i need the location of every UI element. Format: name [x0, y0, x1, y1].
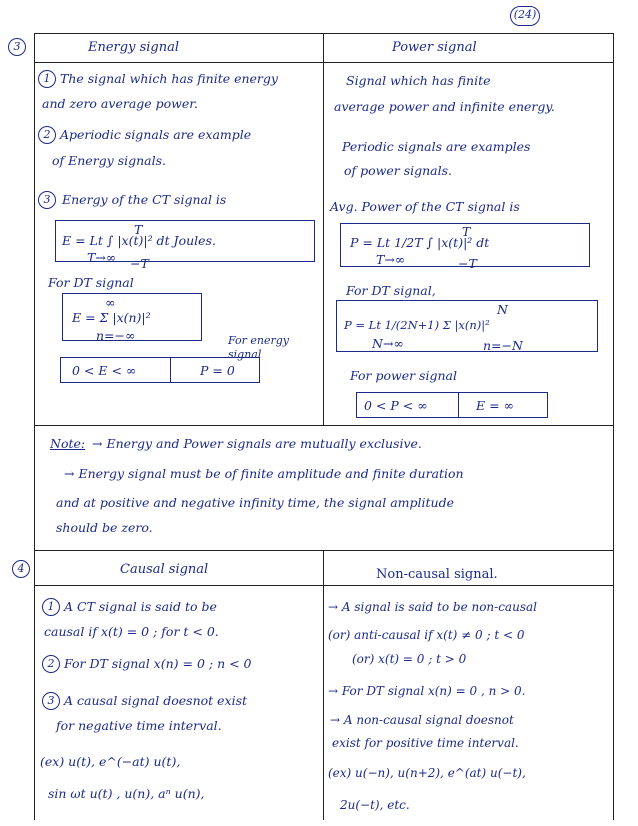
noncausal-line6: exist for positive time interval. [332, 736, 519, 750]
noncausal-line3: (or) x(t) = 0 ; t > 0 [352, 652, 467, 666]
power-condition-e: E = ∞ [476, 398, 514, 413]
power-ct-upper: T [462, 224, 471, 239]
power-ct-intro: Avg. Power of the CT signal is [330, 199, 520, 214]
power-ct-limit: T→∞ [376, 252, 406, 267]
noncausal-line4: → For DT signal x(n) = 0 , n > 0. [328, 684, 526, 698]
header-rule-4 [34, 585, 614, 586]
causal-point-3-marker: 3 [42, 692, 60, 710]
energy-condition-note: For energy signal [228, 334, 290, 361]
point-2-marker: 2 [38, 126, 56, 144]
noncausal-line1: → A signal is said to be non-causal [328, 600, 537, 614]
energy-def-line2: and zero average power. [42, 96, 198, 111]
right-margin [613, 33, 614, 820]
power-dt-label: For DT signal, [346, 283, 436, 298]
energy-ct-lower: −T [130, 256, 149, 271]
power-example-line1: Periodic signals are examples [342, 139, 531, 154]
noncausal-example-line2: 2u(−t), etc. [340, 798, 410, 812]
energy-example-line1: Aperiodic signals are example [60, 127, 252, 142]
causal-def-line2: causal if x(t) = 0 ; for t < 0. [44, 624, 219, 639]
note-label: Note: [50, 436, 86, 451]
energy-example-line2: of Energy signals. [52, 153, 167, 168]
point-1-marker: 1 [38, 70, 56, 88]
causal-example-line1: (ex) u(t), e^(−at) u(t), [40, 754, 181, 769]
causal-example-line2: sin ωt u(t) , u(n), aⁿ u(n), [48, 786, 205, 801]
page-number: (24) [510, 6, 540, 26]
power-example-line2: of power signals. [344, 163, 453, 178]
noncausal-line2: (or) anti-causal if x(t) ≠ 0 ; t < 0 [328, 628, 525, 642]
power-condition-p: 0 < P < ∞ [364, 398, 428, 413]
power-def-line2: average power and infinite energy. [334, 99, 555, 114]
section-number-3: 3 [8, 38, 26, 56]
note-line3: and at positive and negative infinity time, the signal amplitude [56, 495, 454, 510]
energy-dt-upper: ∞ [105, 295, 116, 310]
power-dt-upper: N [497, 302, 508, 317]
power-dt-lower: n=−N [483, 338, 523, 353]
power-signal-heading: Power signal [392, 40, 477, 55]
energy-dt-formula: E = Σ |x(n)|² [72, 310, 151, 325]
note-line4: should be zero. [56, 520, 153, 535]
energy-def-line1: The signal which has finite energy [60, 71, 278, 86]
note-bottom-rule [34, 550, 614, 551]
column-divider-4 [323, 550, 324, 820]
energy-ct-intro: Energy of the CT signal is [62, 192, 227, 207]
column-divider-3 [323, 33, 324, 425]
causal-exist-line1: A causal signal doesnot exist [64, 693, 248, 708]
causal-dt-line: For DT signal x(n) = 0 ; n < 0 [64, 656, 252, 671]
power-dt-limit: N→∞ [372, 336, 404, 351]
energy-condition-e: 0 < E < ∞ [72, 363, 137, 378]
causal-point-1-marker: 1 [42, 598, 60, 616]
causal-point-2-marker: 2 [42, 655, 60, 673]
power-dt-formula: P = Lt 1/(2N+1) Σ |x(n)|² [344, 318, 490, 332]
point-3-marker: 3 [38, 191, 56, 209]
top-rule [34, 33, 614, 34]
left-margin [34, 33, 35, 820]
noncausal-example-line1: (ex) u(−n), u(n+2), e^(at) u(−t), [328, 766, 526, 780]
energy-signal-heading: Energy signal [88, 40, 179, 55]
note-line1: → Energy and Power signals are mutually exclusive. [92, 436, 422, 451]
note-line2: → Energy signal must be of finite amplitude and finite duration [64, 466, 464, 481]
power-def-line1: Signal which has finite [346, 73, 491, 88]
power-condition-divider [458, 392, 459, 418]
section-number-4: 4 [12, 560, 30, 578]
energy-dt-lower: n=−∞ [96, 328, 136, 343]
power-condition-label: For power signal [350, 368, 457, 383]
energy-condition-divider [170, 357, 171, 383]
energy-ct-upper: T [134, 222, 143, 237]
power-ct-lower: −T [458, 256, 477, 271]
energy-dt-label: For DT signal [48, 275, 134, 290]
power-ct-formula: P = Lt 1/2T ∫ |x(t)|² dt [350, 235, 490, 250]
causal-def-line1: A CT signal is said to be [64, 599, 217, 614]
energy-ct-limit: T→∞ [87, 250, 117, 265]
non-causal-signal-heading: Non-causal signal. [376, 567, 498, 582]
causal-exist-line2: for negative time interval. [56, 718, 222, 733]
section3-bottom-rule [34, 425, 614, 426]
energy-condition-p: P = 0 [200, 363, 235, 378]
energy-ct-formula: E = Lt ∫ |x(t)|² dt Joules. [62, 233, 216, 248]
noncausal-line5: → A non-causal signal doesnot [330, 713, 514, 727]
causal-signal-heading: Causal signal [120, 562, 209, 577]
header-rule-3 [34, 62, 614, 63]
